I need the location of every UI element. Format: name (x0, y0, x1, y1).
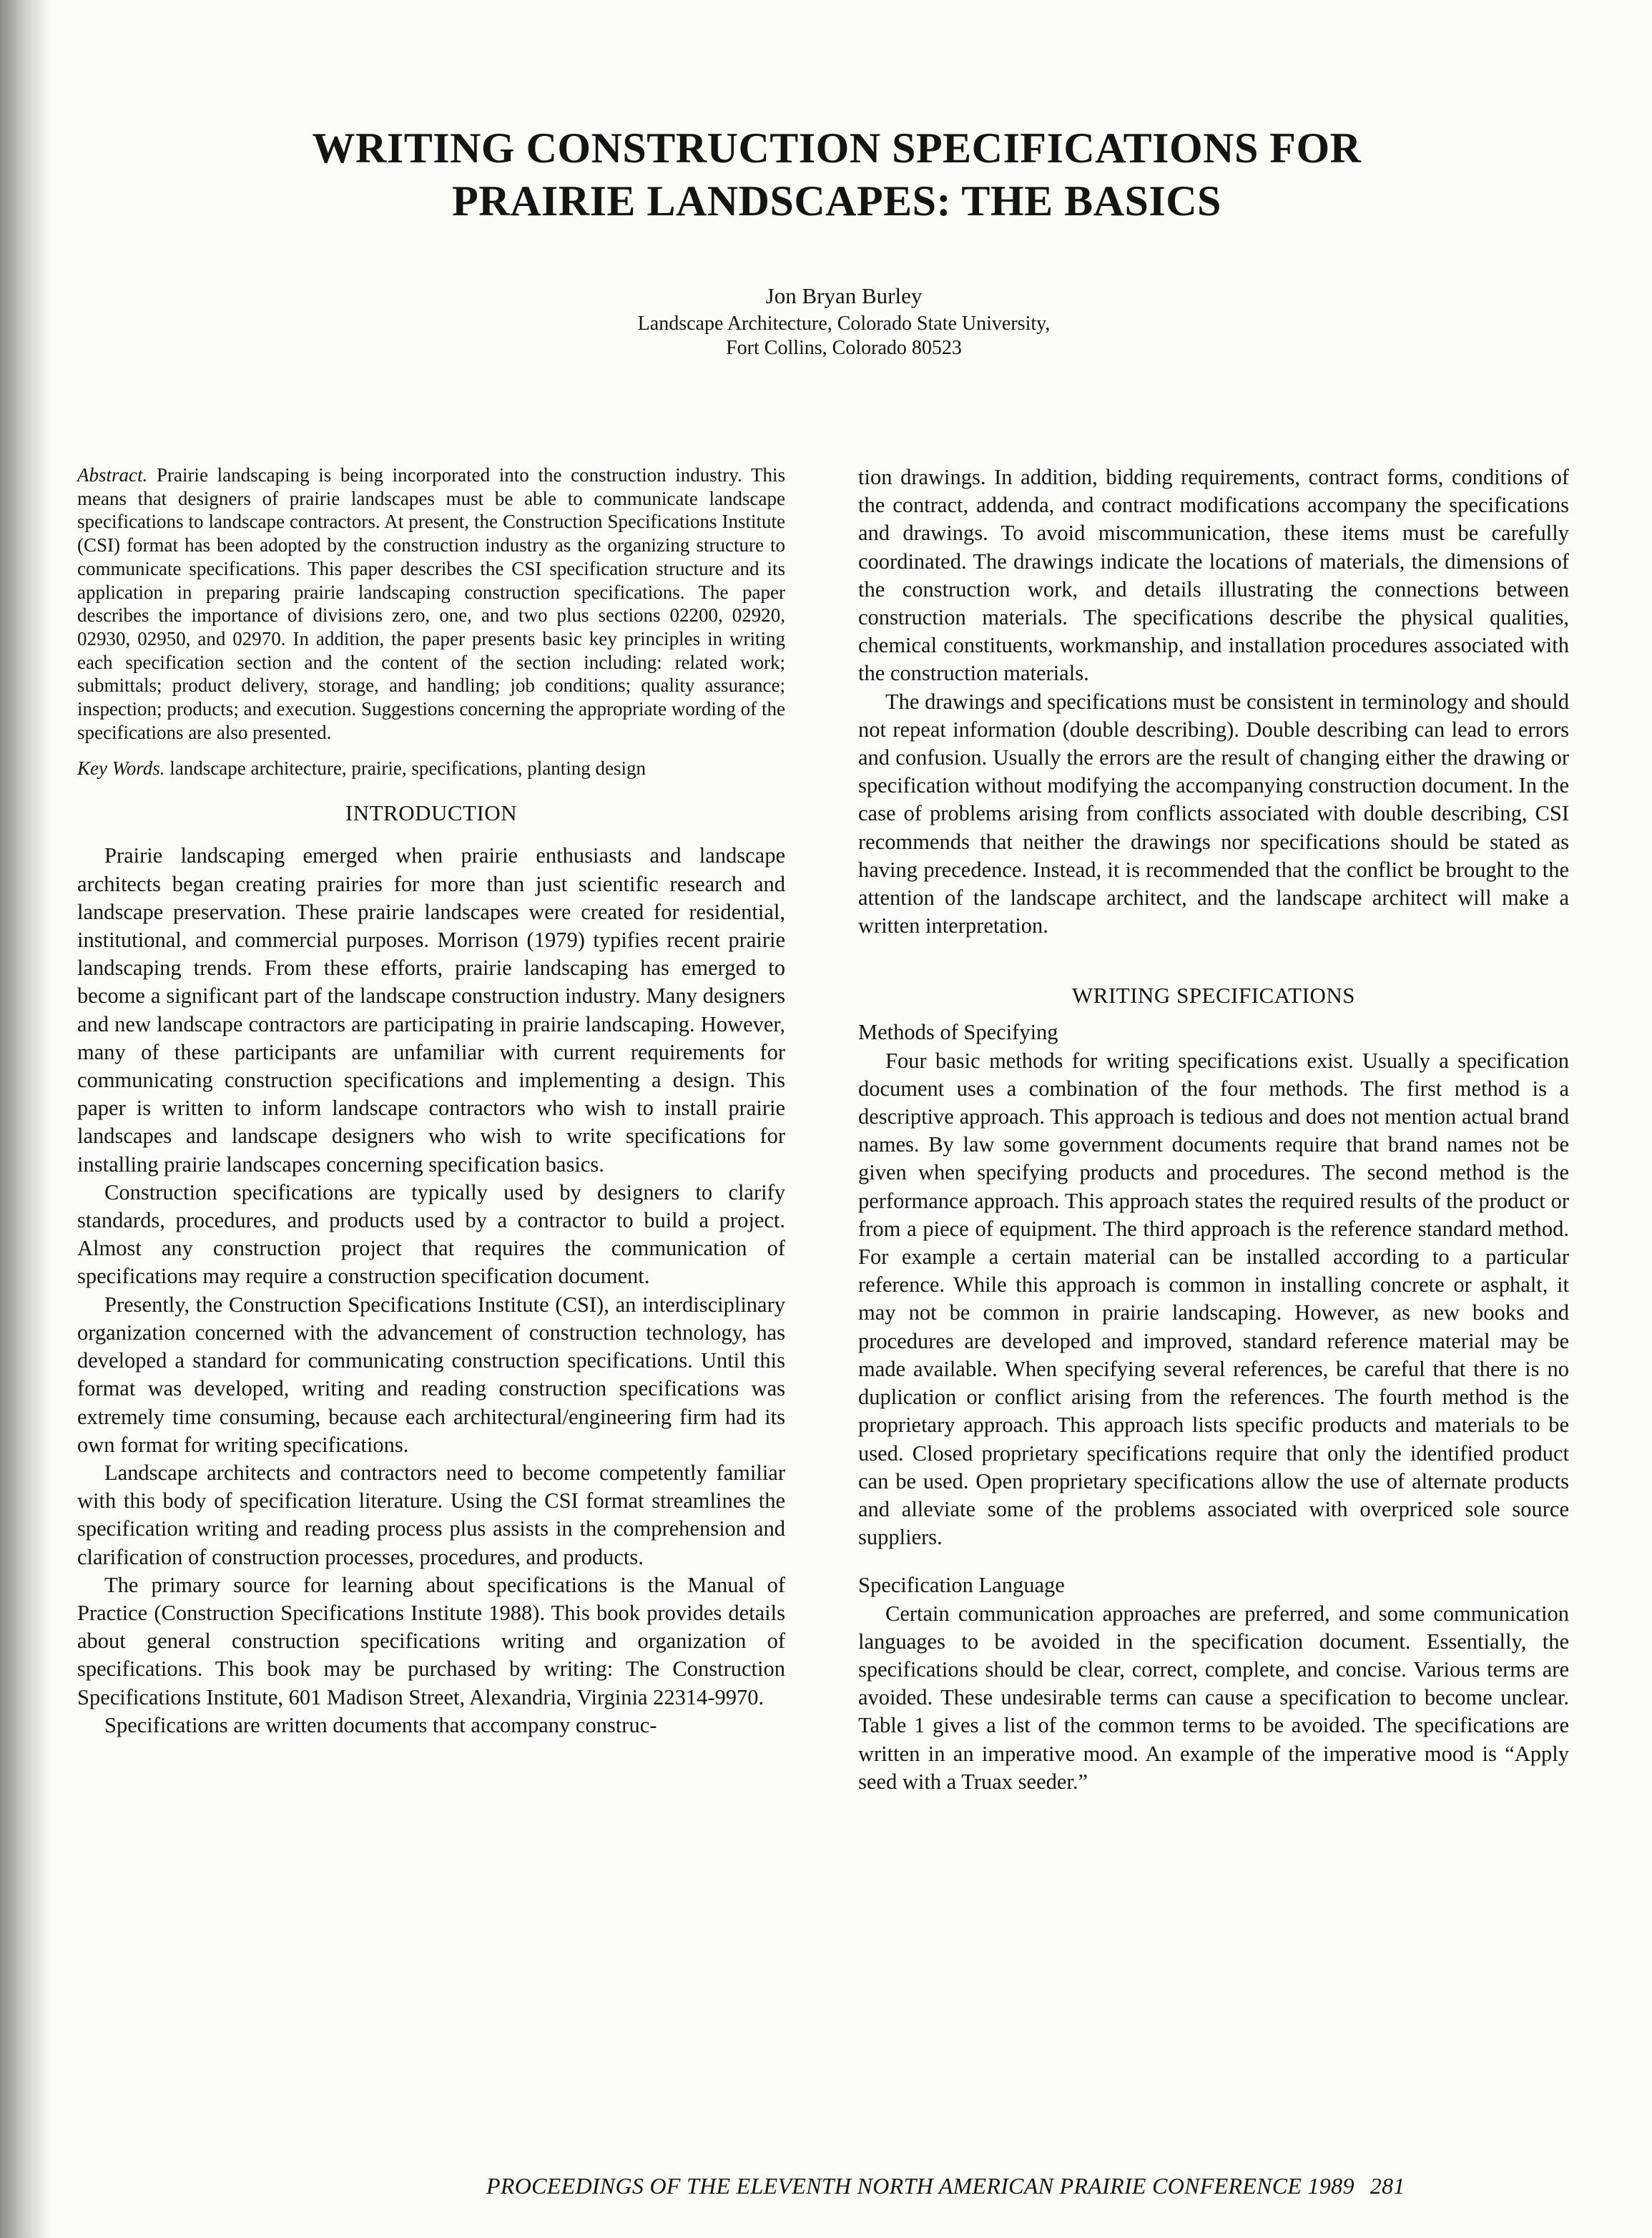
right-column (858, 463, 1569, 1796)
continuation-paragraph: tion drawings. In addition, bidding requirements, contract forms, conditions of the contract, addenda, and contract modifications accompany the specifications and drawings. To avoid miscommunication, these items must be carefully coordinated. The drawings indicate the locations of materials, the dimensions of the construction work, and details illustrating the connections between construction materials. The specifications describe the physical qualities, chemical constituents, workmanship, and installation procedures associated with the construction materials. (858, 465, 1569, 686)
scan-binding-shadow (0, 0, 50, 2238)
methods-subheading: Methods of Specifying (858, 1020, 1058, 1045)
intro-paragraph-1: Prairie landscaping emerged when prairie enthusiasts and landscape architects began creating prairies for more than just scientific research and landscape preservation. These prairie landscapes were created for residential, institutional, and commercial purposes. Morrison (1979) typifies recent prairie landscaping trends. From these efforts, prairie landscaping has emerged to become a significant part of the landscape construction industry. Many designers and new landscape contractors are participating in prairie landscaping. However, many of these participants are unfamiliar with current requirements for communicating construction specifications and implementing a design. This paper is written to inform landscape contractors who wish to install prairie landscapes and landscape designers who wish to write specifications for installing prairie landscapes concerning specification basics. (77, 843, 785, 1177)
intro-paragraph-2: Construction specifications are typically used by designers to clarify standards, procedures, and products used by a contractor to build a project. Almost any construction project that requires the communication of specifications may require a construction specification document. (77, 1179, 785, 1289)
proceedings-title: PROCEEDINGS OF THE ELEVENTH NORTH AMERICAN PRAIRIE CONFERENCE 1989 (486, 2173, 1354, 2199)
keywords-label: Key Words. (77, 757, 165, 780)
author-block (501, 280, 1187, 360)
double-describing-paragraph: The drawings and specifications must be consistent in terminology and should not repeat information (double describing). Double describing can lead to errors and confusion. Usually the errors are the result of changing either the drawing or specification without modifying the accompanying construction document. In the case of problems arising from conflicts associated with double describing, CSI recommends that neither the drawings nor specifications should be stated as having precedence. Instead, it is recommended that the conflict be brought to the attention of the landscape architect, and the landscape architect will make a written interpretation. (858, 689, 1569, 938)
author-affiliation-1: Landscape Architecture, Colorado State University, (637, 313, 1051, 335)
keywords-text: landscape architecture, prairie, specifications, planting design (169, 757, 646, 780)
title-line-1: WRITING CONSTRUCTION SPECIFICATIONS FOR (312, 124, 1362, 172)
methods-paragraph: Four basic methods for writing specifications exist. Usually a specification document uses a combination of the four methods. The first method is a descriptive approach. This approach is tedious and does not mention actual brand names. By law some government documents require that brand names not be given when specifying products and procedures. The second method is the performance approach. This approach states the required results of the product or from a piece of equipment. The third approach is the reference standard method. For example a certain material can be installed according to a particular reference. While this approach is common in installing concrete or asphalt, it may not be common in prairie landscaping. However, as new books and procedures are developed and improved, standard reference material may be made available. When specifying several references, be careful that there is no duplication or conflict arising from the references. The fourth method is the proprietary approach. This approach lists specific products and materials to be used. Closed proprietary specifications require that only the identified product can be used. Open proprietary specifications allow the use of alternate products and alleviate some of the problems associated with overpriced sole source suppliers. (858, 1048, 1569, 1550)
intro-paragraph-6: Specifications are written documents that accompany construc- (104, 1712, 657, 1737)
abstract (77, 463, 785, 744)
section-gap (858, 1551, 1569, 1571)
abstract-text: Prairie landscaping is being incorporated into the construction industry. This means that designers of prairie landscapes must be able to communicate landscape specifications to landscape contractors. At present, the Construction Specifications Institute (CSI) format has been adopted by the construction industry as the organizing structure to communicate specifications. This paper describes the CSI specification structure and its application in preparing prairie landscaping construction specifications. The paper describes the importance of divisions zero, one, and two plus sections 02200, 02920, 02930, 02950, and 02970. In addition, the paper presents basic key principles in writing each specification section and the content of the section including: related work; submittals; product delivery, storage, and handling; job conditions; quality assurance; inspection; products; and execution. Suggestions concerning the appropriate wording of the specifications are also presented. (77, 464, 786, 743)
introduction-heading: INTRODUCTION (345, 800, 518, 826)
keywords (77, 757, 785, 780)
abstract-label: Abstract. (77, 464, 148, 486)
page-number: 281 (1370, 2173, 1405, 2199)
author-name: Jon Bryan Burley (765, 283, 923, 308)
left-column (77, 463, 785, 1739)
intro-paragraph-5: The primary source for learning about specifications is the Manual of Practice (Construction Specifications Institute 1988). This book provides details about general construction specifications writing and organization of specifications. This book may be purchased by writing: The Construction Specifications Institute, 601 Madison Street, Alexandria, Virginia 22314-9970. (77, 1572, 785, 1709)
paper-title (172, 122, 1502, 227)
intro-paragraph-4: Landscape architects and contractors need to become competently familiar with this body of specification literature. Using the CSI format streamlines the specification writing and reading process plus assists in the comprehension and clarification of construction processes, procedures, and products. (77, 1460, 785, 1569)
author-affiliation-2: Fort Collins, Colorado 80523 (726, 337, 962, 359)
language-paragraph: Certain communication approaches are preferred, and some communication languages to be avoided in the specification document. Essentially, the specifications should be clear, correct, complete, and concise. Various terms are avoided. These undesirable terms can cause a specification to become unclear. Table 1 gives a list of the common terms to be avoided. The specifications are written in an imperative mood. An example of the imperative mood is “Apply seed with a Truax seeder.” (858, 1601, 1569, 1794)
page-footer (486, 2171, 1559, 2200)
intro-paragraph-3: Presently, the Construction Specifications Institute (CSI), an interdisciplinary organization concerned with the advancement of construction technology, has developed a standard for communicating construction specifications. Until this format was developed, writing and reading construction specifications was extremely time consuming, because each architectural/engineering firm had its own format for writing specifications. (77, 1292, 785, 1457)
language-subheading: Specification Language (858, 1573, 1065, 1598)
title-line-2: PRAIRIE LANDSCAPES: THE BASICS (452, 177, 1221, 225)
writing-specifications-heading: WRITING SPECIFICATIONS (1072, 983, 1355, 1008)
